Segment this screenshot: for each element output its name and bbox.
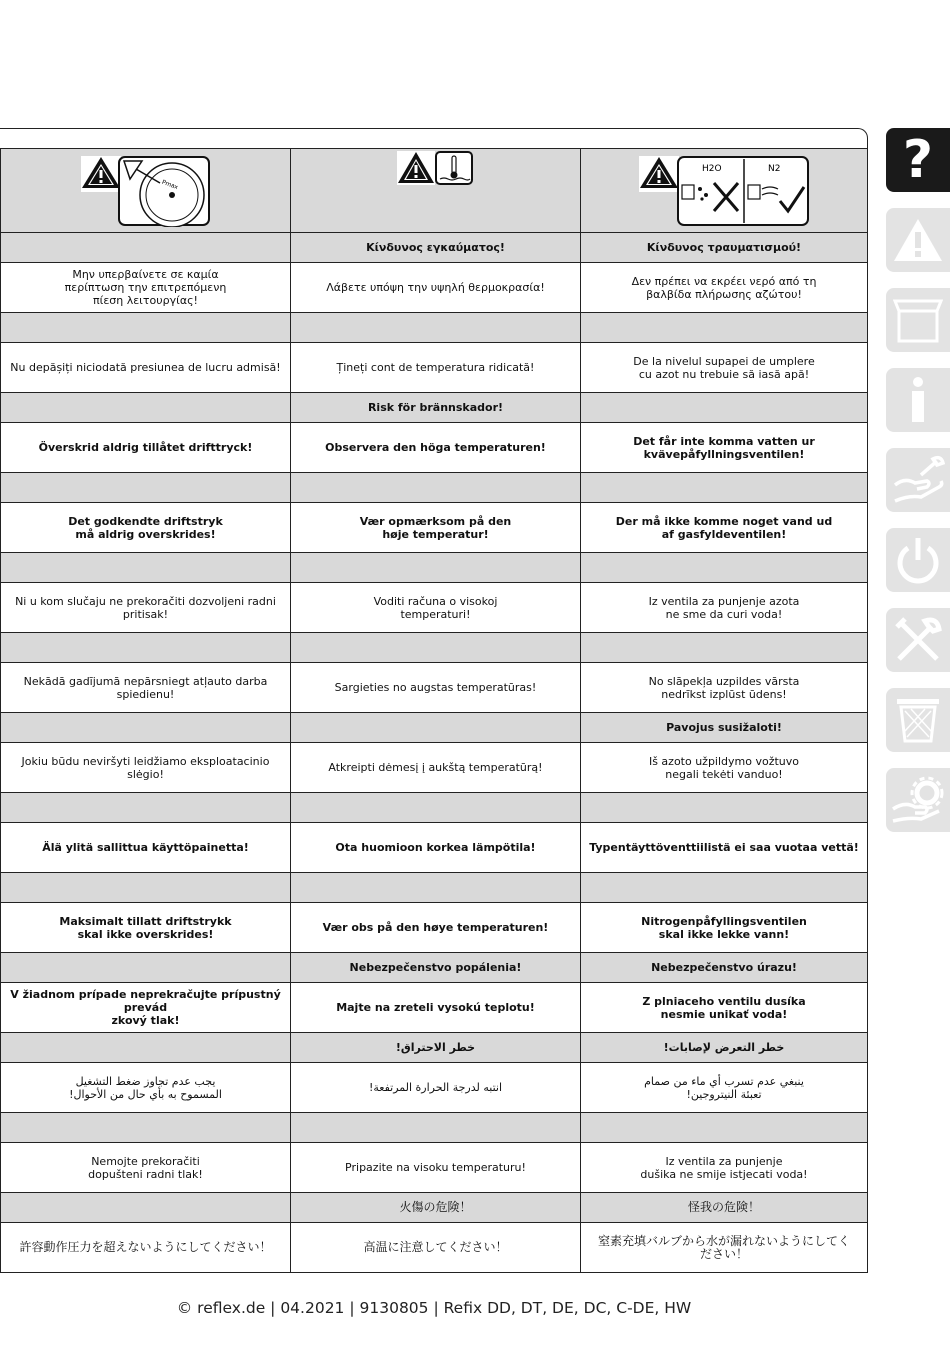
- table-cell: [581, 743, 868, 793]
- table-row: [1, 793, 868, 823]
- tab-commissioning[interactable]: [886, 528, 950, 592]
- cell-text: De la nivelul supapei de umplere cu azot nu trebuie să iasă apă!: [633, 354, 815, 381]
- table-row: [1, 423, 868, 473]
- table-cell: [581, 1223, 868, 1273]
- table-row: [1, 393, 868, 423]
- table-cell: [1, 343, 291, 393]
- table-cell: [291, 873, 581, 903]
- table-cell: [1, 1113, 291, 1143]
- table-cell: [1, 823, 291, 873]
- tab-installation[interactable]: [886, 448, 950, 512]
- cell-text: Maksimalt tillatt driftstrykk skal ikke overskrides!: [59, 914, 232, 941]
- table-row: [1, 1063, 868, 1113]
- cell-text: Nebezpečenstvo popálenia!: [349, 961, 522, 974]
- cell-text: يجب عدم تجاوز ضغط التشغيل المسموح به بأي حال من الأحوال!: [69, 1074, 222, 1101]
- table-cell: [581, 1113, 868, 1143]
- icon-cell-valve: [581, 149, 868, 233]
- table-cell: [1, 553, 291, 583]
- table-cell: [291, 633, 581, 663]
- tab-info[interactable]: [886, 368, 950, 432]
- table-cell: [291, 313, 581, 343]
- cell-text: Risk för brännskador!: [367, 401, 504, 414]
- cell-text: Det får inte komma vatten ur kvävepåfyllningsventilen!: [633, 434, 815, 461]
- tab-maintenance[interactable]: [886, 608, 950, 672]
- table-cell: [1, 393, 291, 423]
- table-row: [1, 953, 868, 983]
- table-cell: [291, 743, 581, 793]
- info-icon: [906, 376, 930, 424]
- cell-text: Vær obs på den høye temperaturen!: [322, 921, 549, 934]
- tab-disposal[interactable]: [886, 688, 950, 752]
- trash-bin-icon: [895, 695, 941, 745]
- cell-text: Nebezpečenstvo úrazu!: [651, 961, 797, 974]
- cell-text: Sargieties no augstas temperatūras!: [334, 681, 537, 694]
- table-row: [1, 473, 868, 503]
- cell-text: Țineți cont de temperatura ridicată!: [336, 361, 535, 374]
- cell-text: Typentäyttöventtiilistä ei saa vuotaa vettä!: [589, 841, 859, 854]
- h2o-label: H2O: [702, 163, 722, 174]
- table-cell: [581, 423, 868, 473]
- table-cell: [1, 473, 291, 503]
- table-cell: [291, 553, 581, 583]
- table-cell: [1, 713, 291, 743]
- table-cell: [581, 823, 868, 873]
- cell-text: Κίνδυνος εγκαύματος!: [366, 241, 505, 254]
- table-cell: [291, 583, 581, 633]
- tab-service[interactable]: [886, 768, 950, 832]
- table-cell: [1, 503, 291, 553]
- table-row: [1, 823, 868, 873]
- power-icon: [894, 536, 942, 584]
- cell-text: Λάβετε υπόψη την υψηλή θερμοκρασία!: [326, 281, 545, 294]
- tab-help[interactable]: [886, 128, 950, 192]
- table-row: [1, 1113, 868, 1143]
- table-row: [1, 663, 868, 713]
- table-cell: [291, 663, 581, 713]
- cell-text: Δεν πρέπει να εκρέει νερό από τη βαλβίδα πλήρωσης αζώτου!: [631, 274, 817, 301]
- cell-text: 窒素充填バルブから水が漏れないようにしてく ださい！: [597, 1233, 850, 1261]
- table-cell: [291, 233, 581, 263]
- table-cell: [291, 1033, 581, 1063]
- table-row: [1, 873, 868, 903]
- table-cell: [291, 1193, 581, 1223]
- table-cell: [581, 663, 868, 713]
- table-cell: [581, 583, 868, 633]
- table-cell: [581, 903, 868, 953]
- package-box-icon: [893, 297, 943, 343]
- icon-cell-temperature: [291, 149, 581, 233]
- table-cell: [581, 343, 868, 393]
- hand-gear-icon: [891, 775, 945, 825]
- table-cell: [291, 473, 581, 503]
- cell-text: Z plniaceho ventilu dusíka nesmie unikať voda!: [642, 994, 806, 1021]
- table-cell: [1, 743, 291, 793]
- cell-text: Jokiu būdu neviršyti leidžiamo eksploatacinio slėgio!: [21, 754, 270, 781]
- table-cell: [291, 1223, 581, 1273]
- table-row: [1, 553, 868, 583]
- cell-text: Pripazite na visoku temperaturu!: [345, 1161, 526, 1174]
- cell-text: Vær opmærksom på den høje temperatur!: [359, 514, 512, 541]
- cell-text: Älä ylitä sallittua käyttöpainetta!: [42, 841, 249, 854]
- table-cell: [1, 663, 291, 713]
- table-row: [1, 903, 868, 953]
- table-cell: [581, 983, 868, 1033]
- cell-text: خطر التعرض لإصابات!: [663, 1041, 785, 1054]
- table-row: [1, 503, 868, 553]
- icon-cell-pressure: [1, 149, 291, 233]
- table-cell: [1, 1193, 291, 1223]
- table-row: [1, 983, 868, 1033]
- question-mark-icon: ?: [902, 130, 934, 190]
- n2-label: N2: [768, 163, 781, 174]
- table-cell: [1, 1063, 291, 1113]
- cell-text: No slāpekļa uzpildes vārsta nedrīkst izplūst ūdens!: [648, 674, 800, 701]
- pmax-label: Pmax: [160, 178, 179, 191]
- table-cell: [581, 233, 868, 263]
- pressure-gauge-warning-icon: [80, 155, 212, 227]
- table-cell: [581, 1033, 868, 1063]
- table-cell: [1, 953, 291, 983]
- cell-text: انتبه لدرجة الحرارة المرتفعة!: [368, 1081, 503, 1094]
- cell-text: Iz ventila za punjenje dušika ne smije istjecati voda!: [640, 1154, 808, 1181]
- safety-warnings-table: [0, 148, 868, 1273]
- table-cell: [291, 1143, 581, 1193]
- footer-copyright: © reflex.de | 04.2021 | 9130805 | Refix DD, DT, DE, DC, C-DE, HW: [176, 1299, 692, 1317]
- cell-text: Majte na zreteli vysokú teplotu!: [336, 1001, 535, 1014]
- table-cell: [581, 263, 868, 313]
- table-cell: [291, 823, 581, 873]
- cell-text: Atkreipti dėmesį į aukštą temperatūrą!: [328, 761, 543, 774]
- table-cell: [581, 1143, 868, 1193]
- table-cell: [581, 633, 868, 663]
- table-cell: [581, 313, 868, 343]
- cell-text: Pavojus susižaloti!: [666, 721, 782, 734]
- table-cell: [581, 1193, 868, 1223]
- table-row: [1, 1143, 868, 1193]
- table-cell: [1, 263, 291, 313]
- icon-row: [1, 149, 868, 233]
- cell-text: Iz ventila za punjenje azota ne sme da curi voda!: [648, 594, 800, 621]
- table-row: [1, 1223, 868, 1273]
- table-cell: [1, 233, 291, 263]
- tab-delivery[interactable]: [886, 288, 950, 352]
- cell-text: 高温に注意してください！: [363, 1240, 508, 1254]
- table-cell: [1, 583, 291, 633]
- cell-text: خطر الاحتراق!: [395, 1041, 476, 1054]
- table-cell: [291, 343, 581, 393]
- table-row: [1, 343, 868, 393]
- table-cell: [291, 713, 581, 743]
- table-cell: [581, 503, 868, 553]
- table-cell: [1, 313, 291, 343]
- hot-temperature-warning-icon: [396, 150, 476, 192]
- cell-text: Μην υπερβαίνετε σε καμία περίπτωση την επιτρεπόμενη πίεση λειτουργίας!: [64, 268, 227, 307]
- cell-text: V žiadnom prípade neprekračujte prípustný prevád zkový tlak!: [10, 988, 281, 1027]
- table-cell: [581, 473, 868, 503]
- hand-wrench-icon: [891, 455, 945, 505]
- table-cell: [291, 1063, 581, 1113]
- tab-safety[interactable]: [886, 208, 950, 272]
- cell-text: Nu depășiți niciodată presiunea de lucru admisă!: [10, 361, 281, 374]
- table-cell: [1, 983, 291, 1033]
- water-nitrogen-valve-warning-icon: [638, 155, 810, 227]
- table-cell: [291, 503, 581, 553]
- cell-text: Det godkendte driftstryk må aldrig overskrides!: [68, 514, 223, 541]
- cell-text: ينبغي عدم تسرب أي ماء من صمام تعبئة النيتروجين!: [644, 1074, 804, 1101]
- cell-text: Nitrogenpåfyllingsventilen skal ikke lekke vann!: [641, 914, 807, 941]
- table-cell: [291, 953, 581, 983]
- table-row: [1, 743, 868, 793]
- cell-text: Voditi računa o visokoj temperaturi!: [373, 594, 498, 621]
- table-cell: [1, 1143, 291, 1193]
- table-row: [1, 1033, 868, 1063]
- cell-text: Ota huomioon korkea lämpötila!: [335, 841, 536, 854]
- table-cell: [291, 393, 581, 423]
- sidebar-tabs: [886, 128, 950, 848]
- table-cell: [1, 903, 291, 953]
- table-cell: [581, 713, 868, 743]
- table-row: [1, 263, 868, 313]
- cell-text: Överskrid aldrig tillåtet drifttryck!: [38, 441, 253, 454]
- table-cell: [581, 393, 868, 423]
- table-cell: [291, 263, 581, 313]
- cell-text: 許容動作圧力を超えないようにしてください！: [19, 1240, 272, 1254]
- table-row: [1, 233, 868, 263]
- table-cell: [291, 983, 581, 1033]
- cell-text: Der må ikke komme noget vand ud af gasfyldeventilen!: [615, 514, 833, 541]
- table-cell: [291, 903, 581, 953]
- warning-icon: [892, 216, 944, 264]
- table-cell: [291, 793, 581, 823]
- cell-text: 火傷の危険！: [399, 1200, 472, 1214]
- table-cell: [581, 873, 868, 903]
- cell-text: Κίνδυνος τραυματισμού!: [646, 241, 802, 254]
- table-row: [1, 1193, 868, 1223]
- cell-text: Observera den höga temperaturen!: [325, 441, 546, 454]
- table-cell: [581, 793, 868, 823]
- table-row: [1, 713, 868, 743]
- table-cell: [1, 633, 291, 663]
- table-cell: [1, 793, 291, 823]
- table-row: [1, 313, 868, 343]
- table-cell: [291, 423, 581, 473]
- table-cell: [1, 873, 291, 903]
- table-cell: [581, 953, 868, 983]
- cell-text: Iš azoto užpildymo vožtuvo negali tekėti vanduo!: [648, 754, 800, 781]
- table-cell: [581, 553, 868, 583]
- cell-text: 怪我の危険！: [687, 1200, 760, 1214]
- cell-text: Ni u kom slučaju ne prekoračiti dozvoljeni radni pritisak!: [15, 594, 276, 621]
- table-cell: [291, 1113, 581, 1143]
- table-cell: [1, 423, 291, 473]
- table-cell: [581, 1063, 868, 1113]
- tools-icon: [893, 615, 943, 665]
- table-row: [1, 633, 868, 663]
- table-row: [1, 583, 868, 633]
- table-cell: [1, 1033, 291, 1063]
- table-cell: [1, 1223, 291, 1273]
- cell-text: Nemojte prekoračiti dopušteni radni tlak!: [88, 1154, 203, 1181]
- cell-text: Nekādā gadījumā nepārsniegt atļauto darba spiedienu!: [23, 674, 268, 701]
